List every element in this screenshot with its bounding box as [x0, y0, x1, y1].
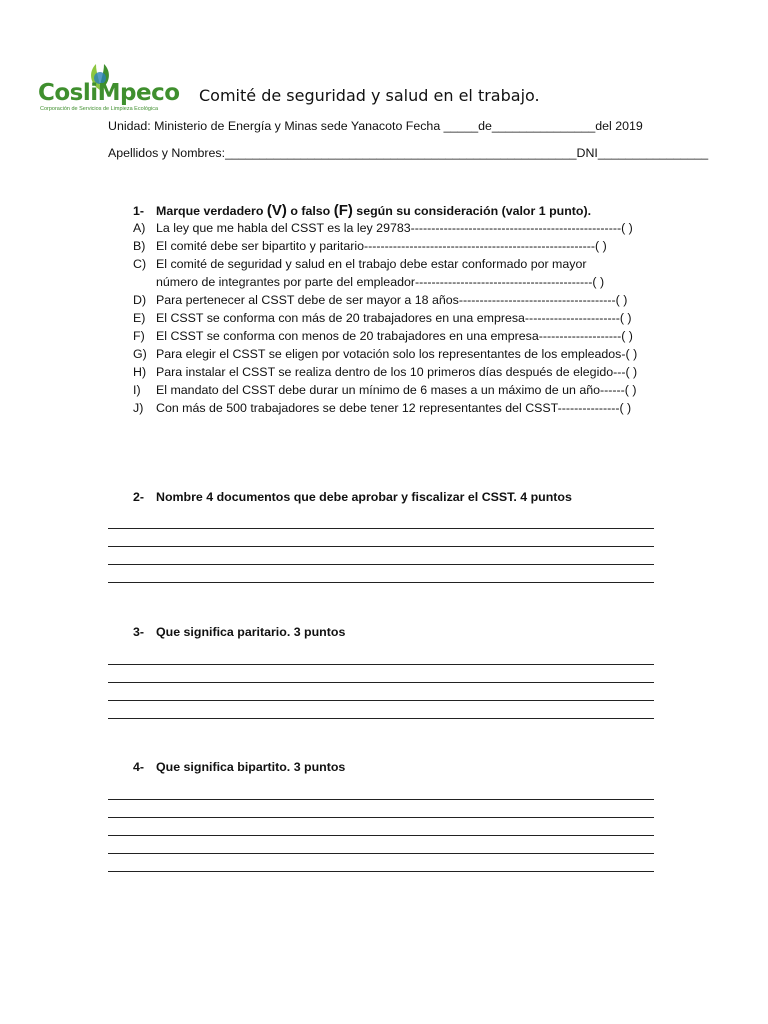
- item-letter: D): [133, 293, 147, 307]
- unit-date-line: Unidad: Ministerio de Energía y Minas sede Yanacoto Fecha _____de_______________del 2019: [108, 119, 643, 133]
- q1-head-v: (V): [266, 202, 287, 219]
- item-text: El CSST se conforma con menos de 20 trabajadores en una empresa--------------------( ): [156, 329, 633, 343]
- answer-line[interactable]: [108, 682, 654, 683]
- item-letter: F): [133, 329, 145, 343]
- answer-line[interactable]: [108, 664, 654, 665]
- item-letter: I): [133, 383, 141, 397]
- answer-line[interactable]: [108, 582, 654, 583]
- question-1-number: 1-: [133, 204, 145, 218]
- item-text: número de integrantes por parte del empleador-------------------------------------------( ): [156, 275, 605, 289]
- q1-head-f: (F): [333, 202, 353, 219]
- answer-line[interactable]: [108, 718, 654, 719]
- item-text: El mandato del CSST debe durar un mínimo de 6 mases a un máximo de un año------( ): [156, 383, 637, 397]
- answer-line[interactable]: [108, 835, 654, 836]
- logo-wordmark: CosliMpeco: [38, 80, 180, 106]
- answer-line[interactable]: [108, 817, 654, 818]
- item-text: El comité de seguridad y salud en el trabajo debe estar conformado por mayor: [156, 257, 587, 271]
- document-title: Comité de seguridad y salud en el trabajo.: [199, 86, 540, 105]
- item-text: La ley que me habla del CSST es la ley 29783---------------------------------------------------( ): [156, 221, 633, 235]
- q1-head-part-c: según su consideración (valor 1 punto).: [352, 204, 592, 218]
- item-letter: A): [133, 221, 146, 235]
- item-letter: H): [133, 365, 147, 379]
- question-2-heading: Nombre 4 documentos que debe aprobar y fiscalizar el CSST. 4 puntos: [156, 490, 572, 504]
- item-letter: E): [133, 311, 146, 325]
- logo-tagline: Corporación de Servicios de Limpieza Ecológica: [40, 106, 159, 112]
- answer-line[interactable]: [108, 799, 654, 800]
- answer-line[interactable]: [108, 700, 654, 701]
- item-text: Con más de 500 trabajadores se debe tener 12 representantes del CSST---------------( ): [156, 401, 632, 415]
- answer-line[interactable]: [108, 528, 654, 529]
- item-text: El comité debe ser bipartito y paritario--------------------------------------------------------( ): [156, 239, 607, 253]
- item-text: El CSST se conforma con más de 20 trabajadores en una empresa-----------------------( ): [156, 311, 632, 325]
- answer-line[interactable]: [108, 871, 654, 872]
- question-3-number: 3-: [133, 625, 145, 639]
- question-3-heading: Que significa paritario. 3 puntos: [156, 625, 346, 639]
- item-letter: G): [133, 347, 147, 361]
- q1-head-part-a: Marque verdadero: [156, 204, 267, 218]
- q1-head-part-b: o falso: [286, 204, 334, 218]
- item-text: Para pertenecer al CSST debe de ser mayor a 18 años--------------------------------------( ): [156, 293, 628, 307]
- item-text: Para elegir el CSST se eligen por votación solo los representantes de los empleados-( ): [156, 347, 638, 361]
- answer-line[interactable]: [108, 546, 654, 547]
- answer-line[interactable]: [108, 564, 654, 565]
- names-dni-line: Apellidos y Nombres:___________________________________________________DNI________________: [108, 146, 709, 160]
- answer-line[interactable]: [108, 853, 654, 854]
- question-4-number: 4-: [133, 760, 145, 774]
- company-logo: [34, 62, 180, 118]
- item-letter: C): [133, 257, 147, 271]
- question-2-number: 2-: [133, 490, 145, 504]
- item-letter: B): [133, 239, 146, 253]
- question-4-heading: Que significa bipartito. 3 puntos: [156, 760, 346, 774]
- item-letter: J): [133, 401, 144, 415]
- item-text: Para instalar el CSST se realiza dentro de los 10 primeros días después de elegido---( ): [156, 365, 638, 379]
- question-1-heading: [156, 202, 591, 219]
